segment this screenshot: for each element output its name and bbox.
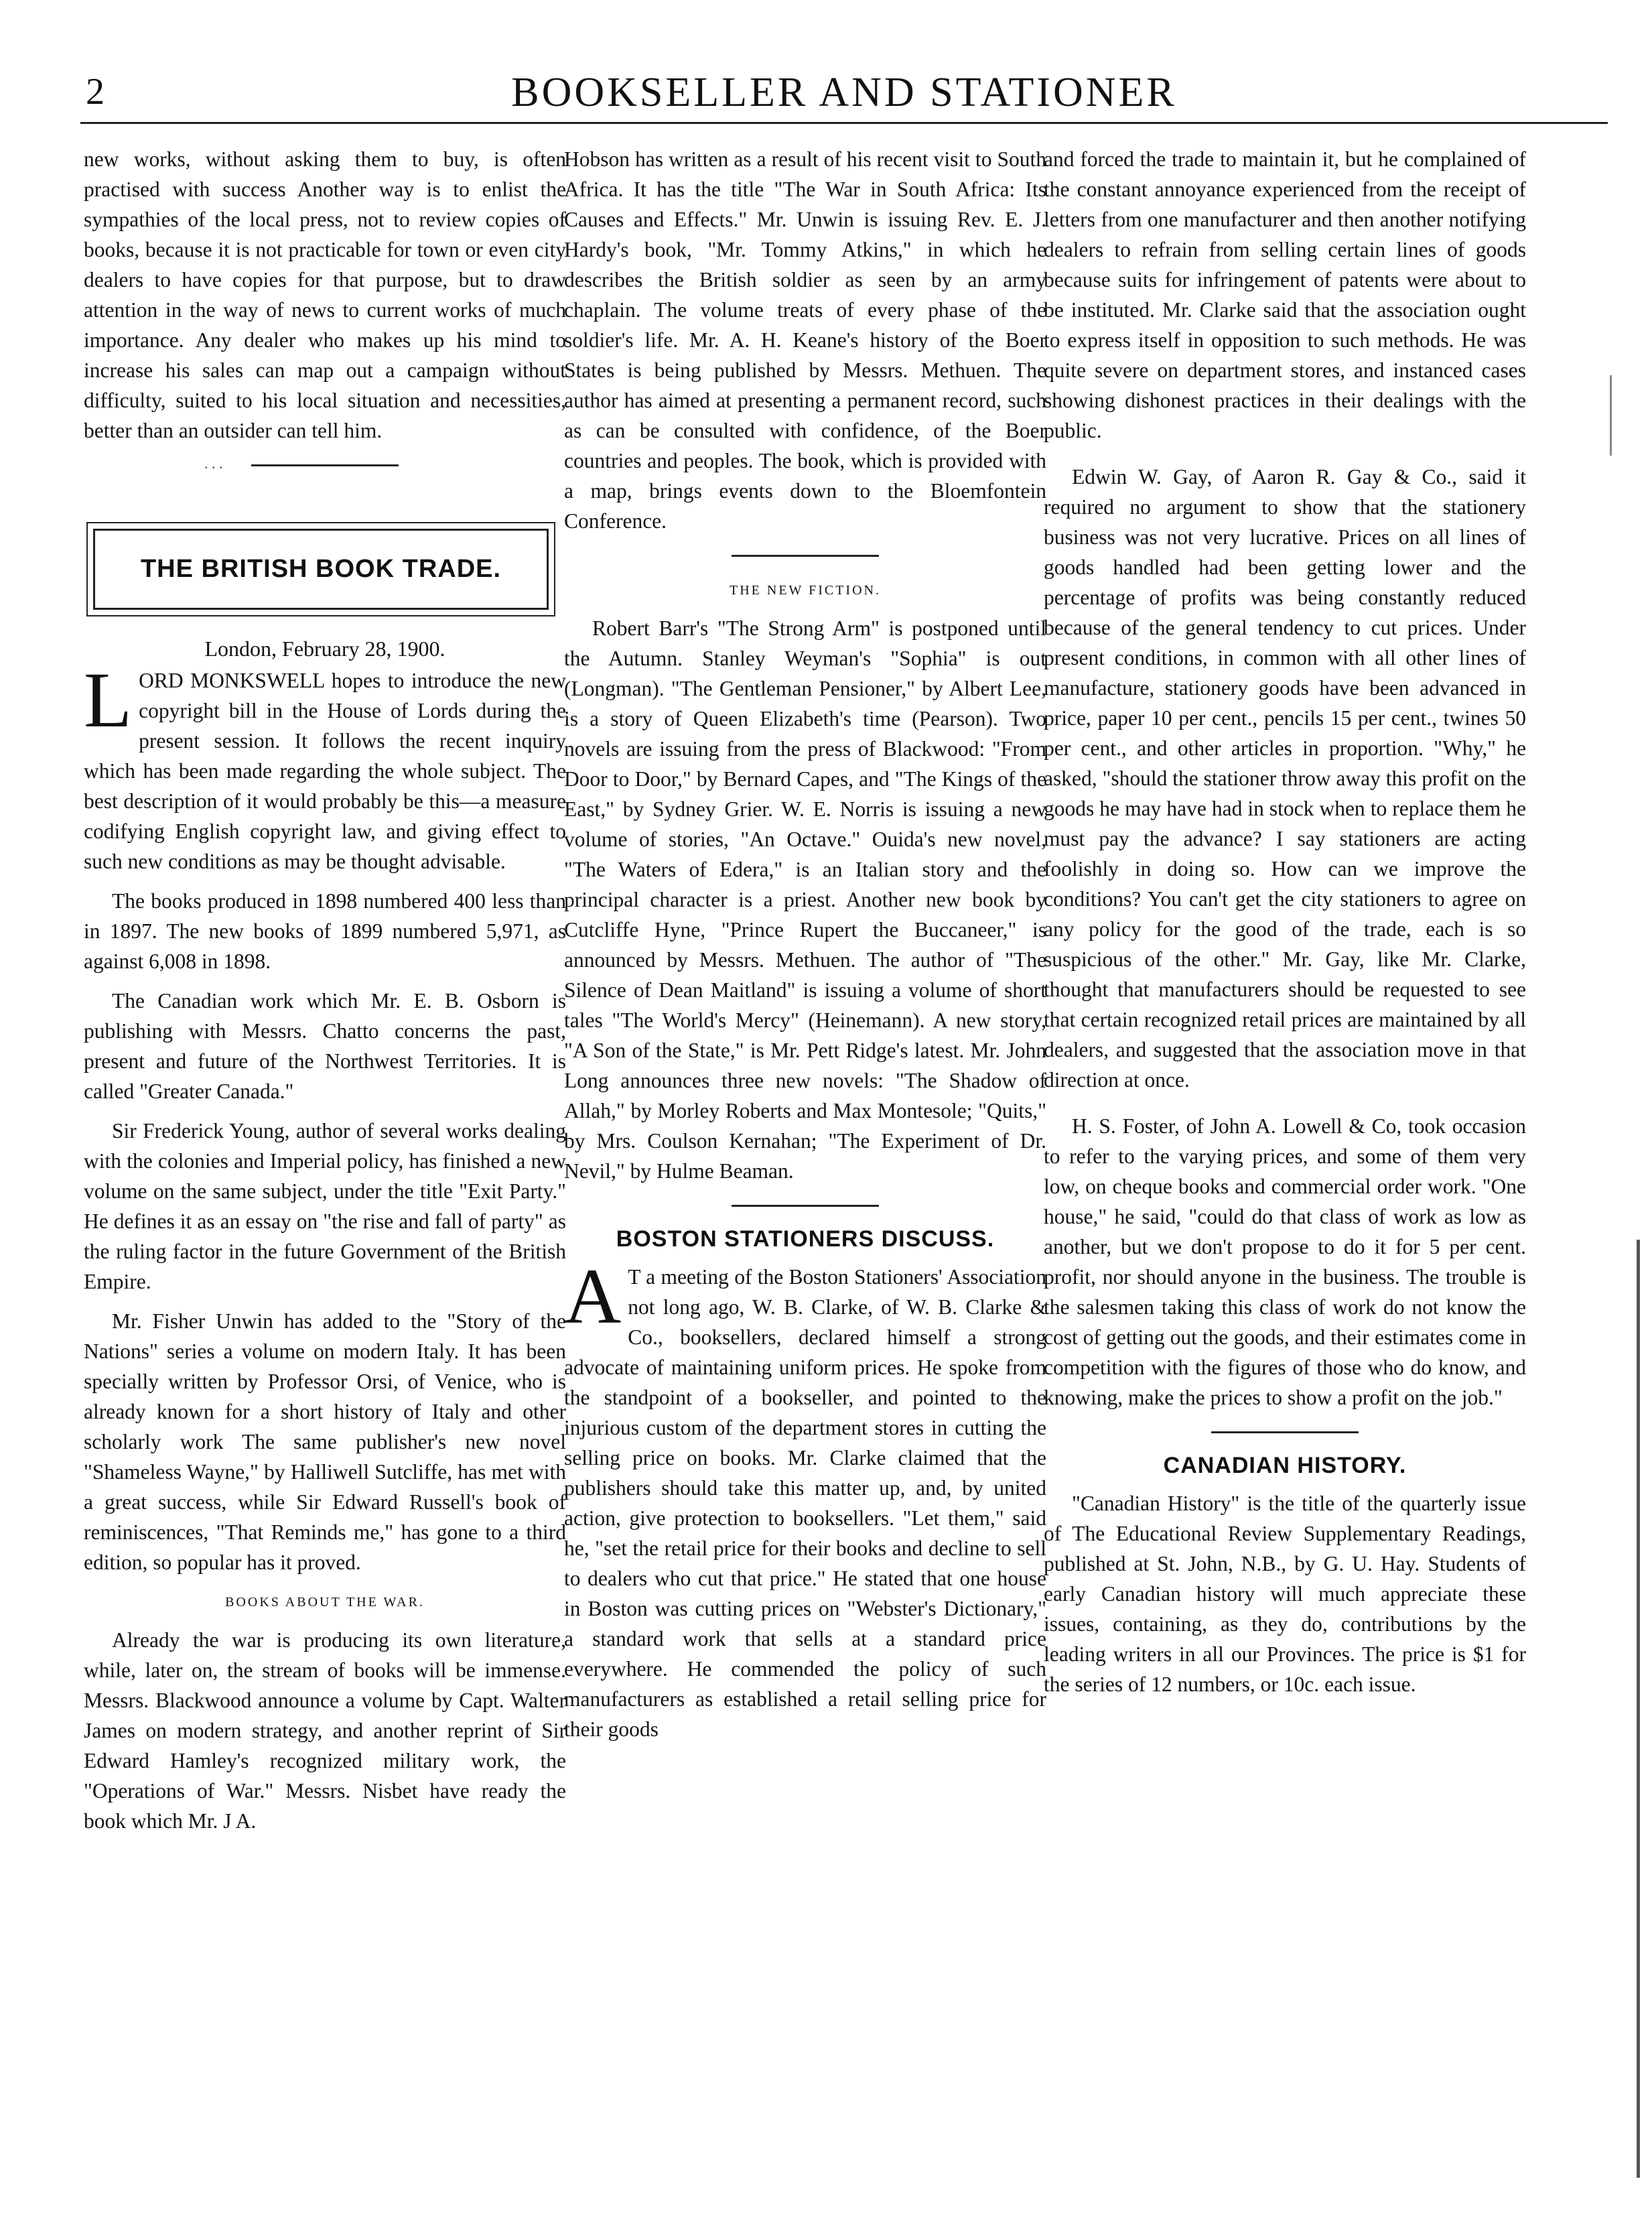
column-2 [564,144,1046,1754]
article-continuation: new works, without asking them to buy, is often practised with success Another way is to enlist the sympathies of the local press, not to review copies of books, because it is not practicable for town or even city dealers to have copies for that purpose, but to draw attention in the way of news to current works of much importance. Any dealer who makes up his mind to increase his sales can map out a campaign without difficulty, suited to his local situation and necessities, better than an outsider can tell him. [84,147,566,442]
scan-edge-mark [1610,375,1612,456]
paragraph-edwin-gay: Edwin W. Gay, of Aaron R. Gay & Co., said it required no argument to show that the stationery business was not very lucrative. Prices on all lines of goods handled had been getting lower and the percentage of profits was being constantly reduced because of the general tendency to cut prices. Under present conditions, in common with all other lines of manufacture, stationery goods have been advanced in price, paper 10 per cent., pencils 15 per cent., twines 50 per cent., and other articles in proportion. "Why," he asked, "should the stationer throw away this profit on the goods he may have had in stock when to replace them he must pay the advance? I say stationers are acting foolishly in doing so. How can we improve the conditions? You can't get the city stationers to agree on any policy for the good of the trade, each is so suspicious of the other." Mr. Gay, like Mr. Clarke, thought that manufacturers should be requested to see that certain recognized retail prices are maintained by all dealers, and suggested that the association move in that direction at once. [1044,465,1526,1092]
paragraph-hobson: Hobson has written as a result of his recent visit to South Africa. It has the title "The War in South Africa: Its Causes and Effects." Mr. Unwin is issuing Rev. E. J. Hardy's book, "Mr. Tommy Atkins," in which he describes the British soldier as seen by an army chaplain. The volume treats of every phase of the soldier's life. Mr. A. H. Keane's history of the Boer States is being published by Messrs. Methuen. The author has aimed at presenting a permanent record, such as can be consulted with confidence, of the Boer countries and peoples. The book, which is provided with a map, brings events down to the Bloemfontein Conference. [564,147,1046,533]
page-header [80,64,1608,117]
section-title-british-book-trade: THE BRITISH BOOK TRADE. [93,529,549,610]
section-title-canadian-history: CANADIAN HISTORY. [1163,1453,1407,1478]
paragraph-monkswell [84,656,566,876]
subhead-books-about-war: BOOKS ABOUT THE WAR. [225,1595,425,1610]
subhead-new-fiction: THE NEW FICTION. [730,583,881,598]
paragraph-text: T a meeting of the Boston Stationers' Association not long ago, W. B. Clarke, of W. B. Clarke & Co., booksellers, declared himself a strong advocate of maintaining uniform prices. He spoke from the standpoint of a bookseller, and pointed to the injurious custom of the department stores in cutting the selling price on books. Mr. Clarke claimed that the publishers should take this matter up, and, by united action, give protection to booksellers. "Let them," said he, "set the retail price for their books and decline to sell to dealers who cut that price." He stated that one house in Boston was cutting prices on "Webster's Dictionary," a standard work that sells at a standard price everywhere. He commended the policy of such manufacturers as established a retail selling price for their goods [564,1265,1046,1741]
paragraph-clarke-continued: and forced the trade to maintain it, but he complained of the constant annoyance experienced from the receipt of letters from one manufacturer and then another notifying dealers to refrain from selling certain lines of goods because suits for infringement of patents were about to be instituted. Mr. Clarke said that the association ought to express itself in opposition to such methods. He was quite severe on department stores, and instanced cases showing dishonest practices in their dealings with the public. [1044,147,1526,442]
paragraph-war-literature: Already the war is producing its own literature, while, later on, the stream of books will be immense. Messrs. Blackwood announce a volume by Capt. Walter James on modern strategy, and another reprint of Sir Edward Hamley's recognized military work, the "Operations of War." Messrs. Nisbet have ready the book which Mr. J A. [84,1628,566,1833]
paragraph-hs-foster: H. S. Foster, of John A. Lowell & Co, took occasion to refer to the varying prices, and some of them very low, on cheque books and commercial order work. "One house," he said, "could do that class of work as low as another, but we don't propose to do it for 5 per cent. profit, nor should anyone in the business. The trouble is the salesmen taking this class of work do not know the cost of getting out the goods, and their estimates come in competition with the figures of those who do know, and knowing, make the prices to show a profit on the job." [1044,1114,1526,1409]
paragraph-boston-meeting [564,1252,1046,1744]
paragraph-books-produced: The books produced in 1898 numbered 400 less than in 1897. The new books of 1899 numbered 5,971, as against 6,008 in 1898. [84,889,566,973]
section-divider [84,455,566,482]
section-title-boston-stationers: BOSTON STATIONERS DISCUSS. [616,1226,995,1252]
running-head: BOOKSELLER AND STATIONER [511,70,1177,115]
paragraph-new-fiction: Robert Barr's "The Strong Arm" is postponed until the Autumn. Stanley Weyman's "Sophia" is out (Longman). "The Gentleman Pensioner," by Albert Lee, is a story of Queen Elizabeth's time (Pearson). Two novels are issuing from the press of Blackwood: "From Door to Door," by Bernard Capes, and "The Kings of the East," by Sydney Grier. W. E. Norris is issuing a new volume of stories, "An Octave." Ouida's new novel, "The Waters of Edera," is an Italian story and the principal character is a priest. Another new book by Cutcliffe Hyne, "Prince Rupert the Buccaneer," is announced by Messrs. Methuen. The author of "The Silence of Dean Maitland" is issuing a volume of short tales "The World's Mercy" (Heinemann). A new story, "A Son of the State," is Mr. Pett Ridge's latest. Mr. John Long announces three new novels: "The Shadow of Allah," by Morley Roberts and Max Montesole; "Quits," by Mrs. Coulson Kernahan; "The Experiment of Dr. Nevil," by Hulme Beaman. [564,616,1046,1183]
column-1 [84,144,566,1845]
separator-dots: . . . [204,455,223,472]
section-divider [564,1195,1046,1216]
section-divider [1044,1422,1526,1442]
section-divider [564,545,1046,566]
drop-cap: A [564,1252,622,1340]
paragraph-frederick-young: Sir Frederick Young, author of several works dealing with the colonies and Imperial policy, has finished a new volume on the same subject, under the title "Exit Party." He defines it as an essay on "the rise and fall of party" as the ruling factor in the future Government of the British Empire. [84,1119,566,1293]
paragraph-canadian-work: The Canadian work which Mr. E. B. Osborn is publishing with Messrs. Chatto concerns the past, present and future of the Northwest Territories. It is called "Greater Canada." [84,989,566,1103]
paragraph-canadian-history: "Canadian History" is the title of the quarterly issue of The Educational Review Supplementary Readings, published at St. John, N.B., by G. U. Hay. Students of early Canadian history will much appreciate these issues, containing, as they do, contributions by the leading writers in all our Provinces. The price is $1 for the series of 12 numbers, or 10c. each issue. [1044,1492,1526,1696]
header-rule [80,122,1608,124]
paragraph-text: ORD MONKSWELL hopes to introduce the new copyright bill in the House of Lords during the present session. It follows the recent inquiry which has been made regarding the whole subject. The best description of it would probably be this—a measure codifying English copyright law, and giving effect to such new conditions as may be thought advisable. [84,669,566,873]
drop-cap: L [84,656,133,744]
page-number: 2 [86,71,105,113]
scan-edge-mark [1637,1240,1640,2178]
dateline: London, February 28, 1900. [204,637,445,661]
column-3 [1044,144,1526,1709]
paragraph-fisher-unwin: Mr. Fisher Unwin has added to the "Story of the Nations" series a volume on modern Italy. It has been specially written by Professor Orsi, of Venice, who is already known for a short history of Italy and other scholarly work The same publisher's new novel "Shameless Wayne," by Halliwell Sutcliffe, has met with a great success, while Sir Edward Russell's book of reminiscences, "That Reminds me," has gone to a third edition, so popular has it proved. [84,1309,566,1574]
